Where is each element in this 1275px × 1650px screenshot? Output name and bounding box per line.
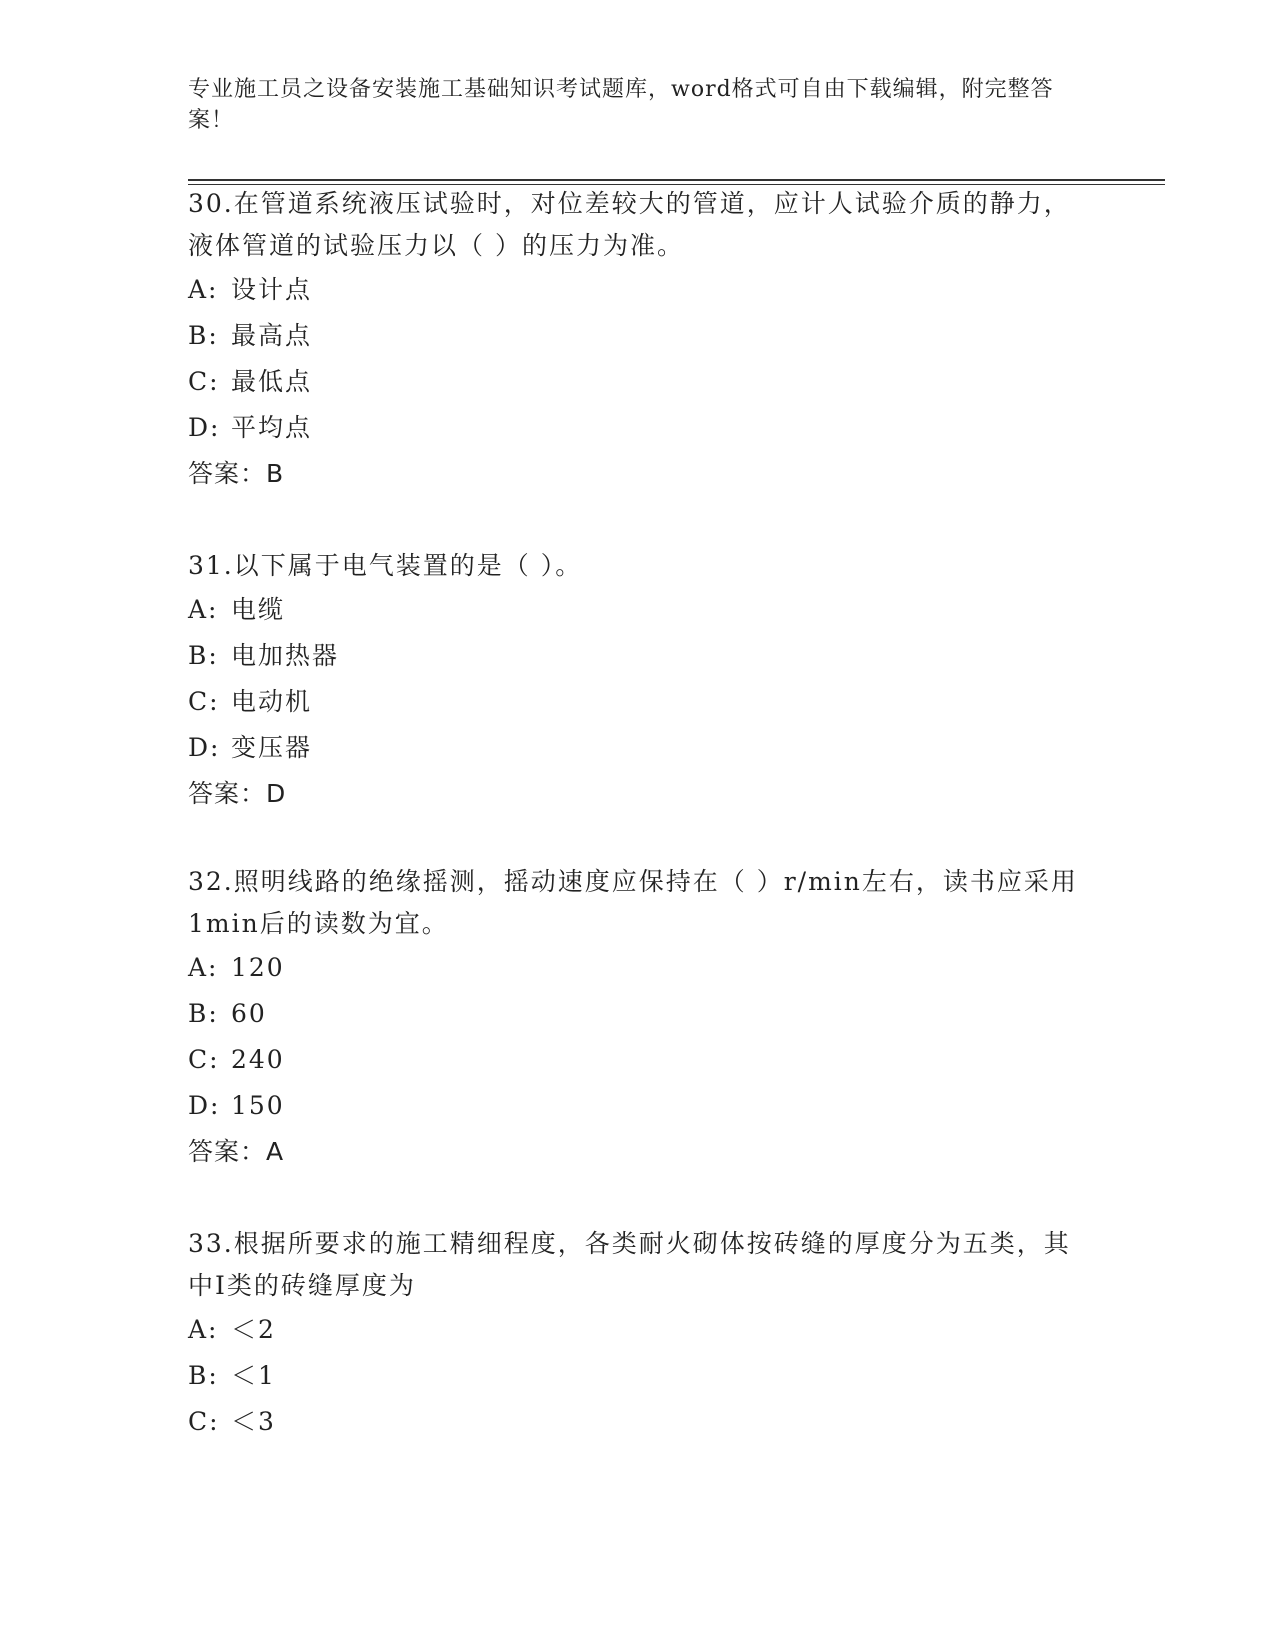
question-stem: 32.照明线路的绝缘摇测，摇动速度应保持在（ ）r/min左右，读书应采用1min后的读数为宜。 bbox=[188, 867, 1078, 938]
question-33 bbox=[188, 1223, 1088, 1445]
option-text: 设计点 bbox=[231, 275, 313, 304]
question-30 bbox=[188, 183, 1088, 497]
question-stem: 33.根据所要求的施工精细程度，各类耐火砌体按砖缝的厚度分为五类，其中Ⅰ类的砖缝厚度为 bbox=[188, 1229, 1071, 1300]
option-text: ＜1 bbox=[231, 1361, 276, 1390]
option-label: B: bbox=[188, 321, 219, 350]
option-text: 240 bbox=[231, 1045, 285, 1074]
option-c bbox=[188, 1037, 1088, 1083]
option-label: B: bbox=[188, 1361, 219, 1390]
option-label: C: bbox=[188, 687, 220, 716]
answer: 答案：A bbox=[188, 1137, 285, 1166]
answer: 答案：D bbox=[188, 779, 287, 808]
option-a bbox=[188, 1307, 1088, 1353]
option-text: ＜2 bbox=[231, 1315, 276, 1344]
option-text: 电加热器 bbox=[231, 641, 340, 670]
option-label: D: bbox=[188, 413, 221, 442]
option-text: ＜3 bbox=[231, 1407, 276, 1436]
option-text: 150 bbox=[231, 1091, 285, 1120]
option-text: 变压器 bbox=[231, 733, 313, 762]
option-label: A: bbox=[188, 953, 219, 982]
option-label: D: bbox=[188, 1091, 221, 1120]
option-c bbox=[188, 1399, 1088, 1445]
option-label: A: bbox=[188, 275, 219, 304]
option-a bbox=[188, 587, 1088, 633]
option-text: 最低点 bbox=[231, 367, 313, 396]
option-label: A: bbox=[188, 595, 219, 624]
option-label: A: bbox=[188, 1315, 219, 1344]
header-divider bbox=[188, 179, 1165, 181]
option-text: 平均点 bbox=[231, 413, 313, 442]
option-d bbox=[188, 725, 1088, 771]
option-text: 电缆 bbox=[231, 595, 286, 624]
option-c bbox=[188, 679, 1088, 725]
question-31 bbox=[188, 545, 1088, 817]
document-header: 专业施工员之设备安装施工基础知识考试题库，word格式可自由下载编辑，附完整答案！ bbox=[188, 77, 1054, 133]
answer: 答案：B bbox=[188, 459, 285, 488]
option-label: B: bbox=[188, 641, 219, 670]
option-label: C: bbox=[188, 1045, 220, 1074]
option-d bbox=[188, 405, 1088, 451]
option-c bbox=[188, 359, 1088, 405]
option-label: C: bbox=[188, 367, 220, 396]
option-label: D: bbox=[188, 733, 221, 762]
option-d bbox=[188, 1083, 1088, 1129]
question-stem: 30.在管道系统液压试验时，对位差较大的管道，应计人试验介质的静力，液体管道的试验压力以（ ）的压力为准。 bbox=[188, 189, 1071, 260]
option-label: C: bbox=[188, 1407, 220, 1436]
option-b bbox=[188, 991, 1088, 1037]
option-text: 120 bbox=[231, 953, 285, 982]
question-stem: 31.以下属于电气装置的是（ ）。 bbox=[188, 551, 583, 580]
question-32 bbox=[188, 861, 1088, 1175]
option-b bbox=[188, 1353, 1088, 1399]
option-b bbox=[188, 633, 1088, 679]
option-text: 电动机 bbox=[231, 687, 313, 716]
option-text: 最高点 bbox=[231, 321, 313, 350]
option-a bbox=[188, 945, 1088, 991]
option-a bbox=[188, 267, 1088, 313]
option-text: 60 bbox=[231, 999, 267, 1028]
option-label: B: bbox=[188, 999, 219, 1028]
option-b bbox=[188, 313, 1088, 359]
